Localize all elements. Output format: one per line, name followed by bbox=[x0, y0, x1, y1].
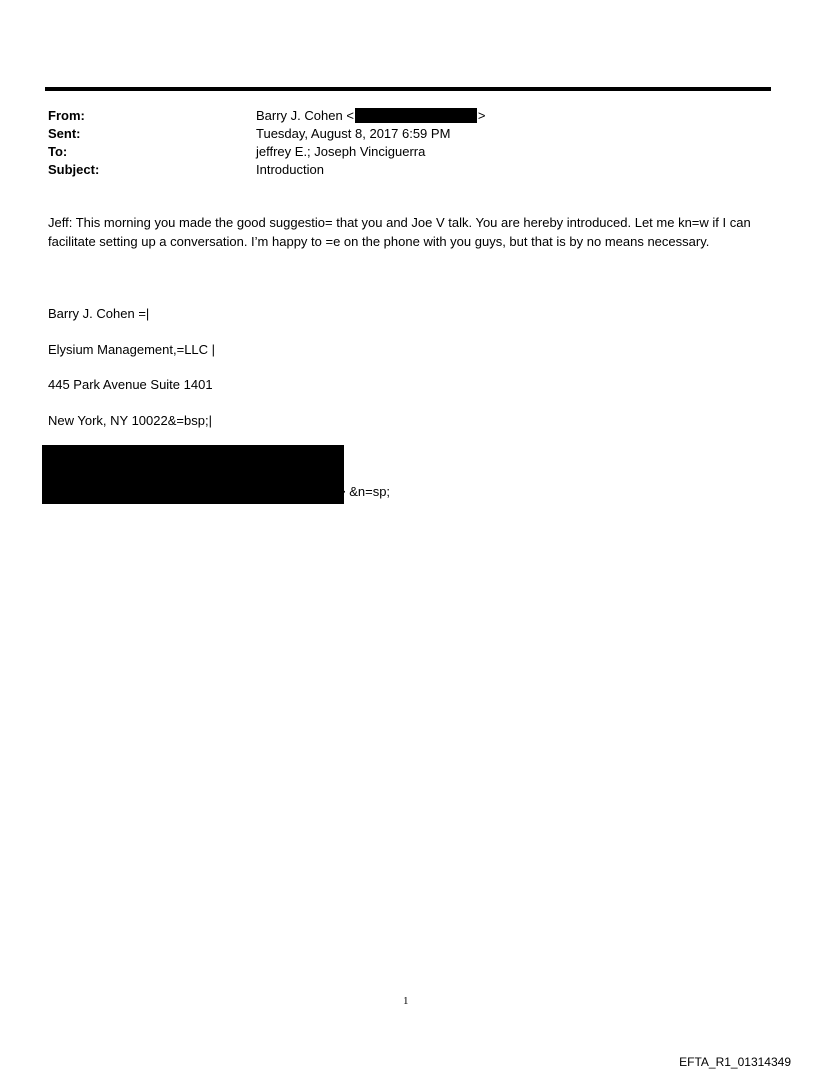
document-id: EFTA_R1_01314349 bbox=[679, 1055, 791, 1069]
to-label: To: bbox=[48, 144, 68, 159]
from-name: Barry J. Cohen < bbox=[256, 108, 354, 123]
signature-company: Elysium Management,=LLC | bbox=[48, 342, 216, 357]
subject-label: Subject: bbox=[48, 162, 100, 177]
from-bracket: > bbox=[477, 108, 486, 123]
redacted-block bbox=[42, 445, 344, 504]
signature-trailing-text: > &n=sp; bbox=[338, 484, 391, 499]
from-value bbox=[256, 107, 486, 125]
header-divider bbox=[45, 87, 771, 91]
signature-address: 445 Park Avenue Suite 1401 bbox=[48, 377, 213, 392]
subject-row bbox=[48, 161, 768, 179]
sent-row bbox=[48, 125, 768, 143]
page-number: 1 bbox=[403, 995, 409, 1007]
signature-city: New York, NY 10022&=bsp;| bbox=[48, 413, 212, 428]
subject-value: Introduction bbox=[256, 162, 324, 177]
signature-name: Barry J. Cohen =| bbox=[48, 306, 150, 321]
body-paragraph: Jeff: This morning you made the good suggestio= that you and Joe V talk. You are hereby introduced. Let me kn=w if I can facilitate setting up a conversation. I’m happy to =e on the phone with you guys, but that is by no means necessary. bbox=[48, 215, 751, 249]
sent-label: Sent: bbox=[48, 126, 81, 141]
email-body bbox=[48, 214, 776, 251]
sent-value: Tuesday, August 8, 2017 6:59 PM bbox=[256, 126, 451, 141]
from-row bbox=[48, 107, 768, 125]
to-value: jeffrey E.; Joseph Vinciguerra bbox=[256, 144, 426, 159]
to-row bbox=[48, 143, 768, 161]
from-label: From: bbox=[48, 108, 85, 123]
redacted-email bbox=[355, 108, 477, 123]
